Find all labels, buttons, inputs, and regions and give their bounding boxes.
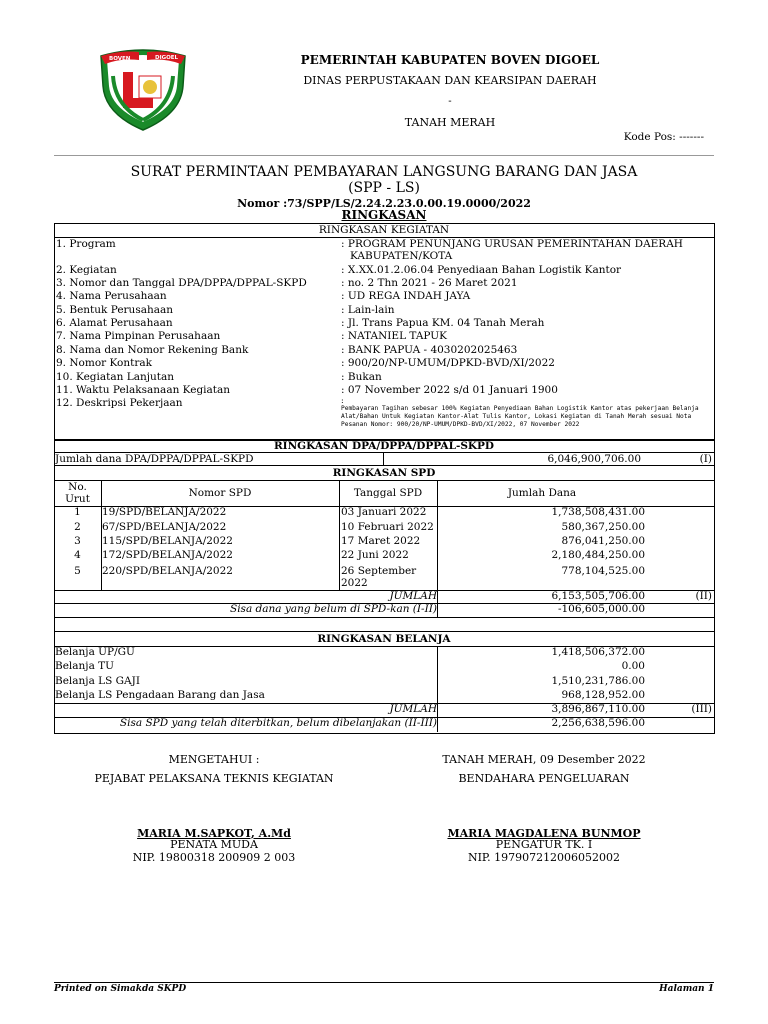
spd-jumlah: 1,738,508,431.00 (551, 506, 645, 518)
kegiatan-value: : BANK PAPUA - 4030202025463 (341, 344, 518, 356)
kegiatan-label: 7. Nama Pimpinan Perusahaan (56, 330, 221, 342)
boven-digoel-emblem-logo (93, 46, 193, 132)
spd-jumlah: 2,180,484,250.00 (551, 549, 645, 561)
spd-jumlah-label: JUMLAH (389, 590, 437, 602)
footer-divider (54, 982, 714, 983)
belanja-sisa-label: Sisa SPD yang telah diterbitkan, belum dibelanjakan (II-III) (119, 717, 437, 729)
kegiatan-label: 8. Nama dan Nomor Rekening Bank (56, 344, 249, 356)
kegiatan-value: : Lain-lain (341, 304, 395, 316)
kegiatan-value: : no. 2 Thn 2021 - 26 Maret 2021 (341, 277, 518, 289)
spd-col-tanggal: Tanggal SPD (353, 487, 423, 499)
document-title: SURAT PERMINTAAN PEMBAYARAN LANGSUNG BARANG DAN JASA (130, 164, 638, 180)
spd-no: 1 (74, 506, 81, 518)
divider (54, 480, 714, 481)
postal-code: Kode Pos: ------- (623, 131, 704, 143)
sign-left-caption1: MENGETAHUI : (168, 753, 260, 766)
spd-tanggal: 26 September (341, 565, 417, 577)
belanja-amount: 1,418,506,372.00 (551, 646, 645, 658)
kegiatan-value: : NATANIEL TAPUK (341, 330, 447, 342)
sign-right-nip: NIP. 197907212006052002 (467, 851, 621, 864)
kegiatan-value: : PROGRAM PENUNJANG URUSAN PEMERINTAHAN DAERAH (341, 238, 683, 250)
belanja-sisa: 2,256,638,596.00 (551, 717, 645, 729)
belanja-amount: 968,128,952.00 (561, 689, 645, 701)
document-number: Nomor :73/SPP/LS/2.24.2.23.0.00.19.0000/2022 (237, 197, 531, 210)
col-no-line1: No. (68, 481, 87, 493)
spd-tanggal: 10 Februari 2022 (341, 521, 434, 533)
kegiatan-label: 5. Bentuk Perusahaan (56, 304, 174, 316)
kegiatan-label: 10. Kegiatan Lanjutan (56, 371, 174, 383)
spd-nomor: 220/SPD/BELANJA/2022 (102, 565, 233, 577)
sign-left-nip: NIP. 19800318 200909 2 003 (132, 851, 296, 864)
spd-col-jumlah: Jumlah Dana (507, 487, 577, 499)
spd-no: 4 (74, 549, 81, 561)
kegiatan-label: 3. Nomor dan Tanggal DPA/DPPA/DPPAL-SKPD (56, 277, 307, 289)
dpa-amount: 6,046,900,706.00 (547, 453, 641, 465)
logo-text-left: BOVEN (109, 56, 131, 62)
kegiatan-label: 9. Nomor Kontrak (56, 357, 153, 369)
spd-jumlah: 580,367,250.00 (561, 521, 645, 533)
belanja-jumlah-label: JUMLAH (389, 703, 437, 715)
spd-sisa: -106,605,000.00 (557, 603, 645, 615)
spd-no: 5 (74, 565, 81, 577)
kegiatan-value: : Jl. Trans Papua KM. 04 Tanah Merah (341, 317, 545, 329)
spd-col-no (54, 481, 101, 505)
footer-page: Halaman 1 (659, 984, 714, 994)
col-no-line2: Urut (65, 493, 90, 505)
dpa-label: Jumlah dana DPA/DPPA/DPPAL-SKPD (55, 453, 254, 465)
divider (383, 452, 384, 465)
kegiatan-value: : X.XX.01.2.06.04 Penyediaan Bahan Logistik Kantor (341, 264, 622, 276)
spd-tanggal: 22 Juni 2022 (341, 549, 409, 561)
kegiatan-value: : (341, 396, 344, 405)
kegiatan-label: 6. Alamat Perusahaan (56, 317, 173, 329)
kegiatan-value-cont: KABUPATEN/KOTA (350, 250, 453, 262)
belanja-total-code: (III) (691, 703, 712, 715)
kegiatan-value: : 900/20/NP-UMUM/DPKD-BVD/XI/2022 (341, 357, 555, 369)
kegiatan-label: 1. Program (56, 238, 116, 250)
divider (437, 480, 438, 618)
spd-jumlah: 876,041,250.00 (561, 535, 645, 547)
kegiatan-value: : Bukan (341, 371, 382, 383)
section-ringkasan: RINGKASAN (341, 208, 427, 222)
spd-sisa-label: Sisa dana yang belum di SPD-kan (I-II) (230, 603, 437, 615)
divider (54, 617, 714, 618)
spd-jumlah: 778,104,525.00 (561, 565, 645, 577)
kegiatan-heading: RINGKASAN KEGIATAN (318, 224, 450, 236)
kegiatan-label: 4. Nama Perusahaan (56, 290, 167, 302)
address-placeholder: - (448, 96, 452, 107)
city-name: TANAH MERAH (404, 116, 496, 129)
divider (437, 646, 438, 732)
belanja-label: Belanja LS Pengadaan Barang dan Jasa (55, 689, 265, 701)
kegiatan-label: 11. Waktu Pelaksanaan Kegiatan (56, 384, 231, 396)
sign-right-rank: PENGATUR TK. I (495, 838, 593, 851)
spd-tanggal: 17 Maret 2022 (341, 535, 421, 547)
sign-right-caption1: TANAH MERAH, 09 Desember 2022 (442, 753, 646, 766)
spd-col-nomor: Nomor SPD (188, 487, 252, 499)
spd-nomor: 67/SPD/BELANJA/2022 (102, 521, 227, 533)
government-name: PEMERINTAH KABUPATEN BOVEN DIGOEL (300, 53, 600, 67)
kegiatan-value: : 07 November 2022 s/d 01 Januari 1900 (341, 384, 558, 396)
logo-text-right: DIGOEL (155, 55, 179, 61)
sign-left-rank: PENATA MUDA (170, 838, 258, 851)
spd-nomor: 172/SPD/BELANJA/2022 (102, 549, 233, 561)
spd-tanggal: 03 Januari 2022 (341, 506, 427, 518)
deskripsi-pekerjaan-text: Pembayaran Tagihan sebesar 100% Kegiatan Penyediaan Bahan Logistik Kantor atas pekerjaan Belanja Alat/Bahan Untuk Kegiatan Kantor-Alat Tulis Kantor, Lokasi Kegiatan di Tanah Merah sesuai Nota Pesanan Nomor: 900/20/NP-UMUM/DPKD-BVD/XI/2022, 07 November 2022 (341, 405, 699, 428)
dpa-code: (I) (699, 453, 712, 465)
spd-nomor: 19/SPD/BELANJA/2022 (102, 506, 227, 518)
kegiatan-label: 2. Kegiatan (56, 264, 117, 276)
spd-tanggal-cont: 2022 (341, 577, 368, 589)
belanja-heading: RINGKASAN BELANJA (317, 633, 451, 645)
belanja-label: Belanja TU (55, 660, 115, 672)
spd-heading: RINGKASAN SPD (332, 467, 436, 479)
spd-total: 6,153,505,706.00 (551, 590, 645, 602)
belanja-amount: 1,510,231,786.00 (551, 675, 645, 687)
kegiatan-label: 12. Deskripsi Pekerjaan (56, 397, 183, 409)
document-subtitle: (SPP - LS) (348, 180, 420, 196)
sign-left-name: MARIA M.SAPKOT, A.Md (137, 827, 291, 840)
department-name: DINAS PERPUSTAKAAN DAN KEARSIPAN DAERAH (303, 74, 597, 87)
sign-right-caption2: BENDAHARA PENGELUARAN (458, 772, 630, 785)
belanja-amount: 0.00 (621, 660, 645, 672)
sign-right-name: MARIA MAGDALENA BUNMOP (447, 827, 641, 840)
kegiatan-value: : UD REGA INDAH JAYA (341, 290, 471, 302)
belanja-label: Belanja UP/GU (55, 646, 135, 658)
dpa-heading: RINGKASAN DPA/DPPA/DPPAL-SKPD (273, 440, 495, 452)
spd-no: 3 (74, 535, 81, 547)
sign-left-caption2: PEJABAT PELAKSANA TEKNIS KEGIATAN (94, 772, 334, 785)
header-divider (54, 155, 714, 156)
belanja-label: Belanja LS GAJI (55, 675, 140, 687)
spd-no: 2 (74, 521, 81, 533)
footer-printed: Printed on Simakda SKPD (54, 984, 187, 994)
spd-nomor: 115/SPD/BELANJA/2022 (102, 535, 233, 547)
belanja-total: 3,896,867,110.00 (551, 703, 645, 715)
spd-total-code: (II) (695, 590, 712, 602)
